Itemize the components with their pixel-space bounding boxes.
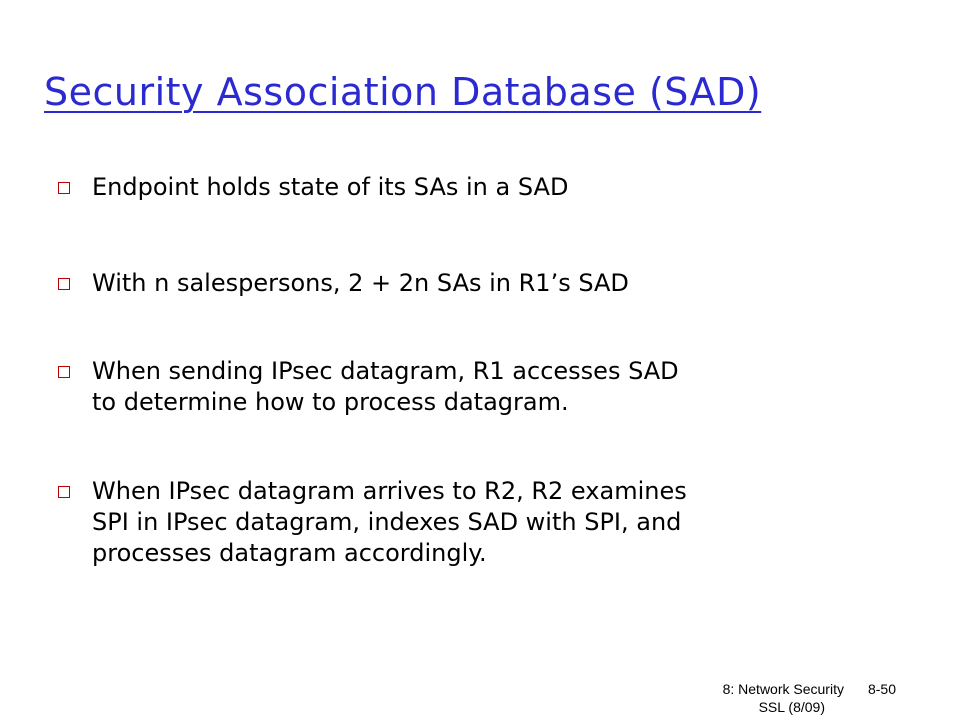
footer-chapter: 8: Network Security (722, 681, 844, 697)
square-bullet-icon (58, 182, 70, 194)
bullet-item (58, 268, 629, 299)
slide-title: Security Association Database (SAD) (44, 70, 762, 114)
bullet-text: With n salespersons, 2 + 2n SAs in R1’s SAD (92, 269, 629, 297)
square-bullet-icon (58, 366, 70, 378)
footer-subtitle: SSL (8/09) (758, 699, 825, 715)
bullet-item (58, 356, 679, 418)
bullet-item (58, 172, 568, 203)
square-bullet-icon (58, 486, 70, 498)
square-bullet-icon (58, 278, 70, 290)
bullet-text: When IPsec datagram arrives to R2, R2 examines SPI in IPsec datagram, indexes SAD with SPI, and processes datagram accordingly. (92, 477, 687, 567)
slide-footer (723, 680, 896, 716)
bullet-item (58, 476, 687, 569)
bullet-text: When sending IPsec datagram, R1 accesses SAD to determine how to process datagram. (92, 357, 679, 416)
bullet-text: Endpoint holds state of its SAs in a SAD (92, 173, 569, 201)
footer-page-number: 8-50 (867, 681, 896, 697)
